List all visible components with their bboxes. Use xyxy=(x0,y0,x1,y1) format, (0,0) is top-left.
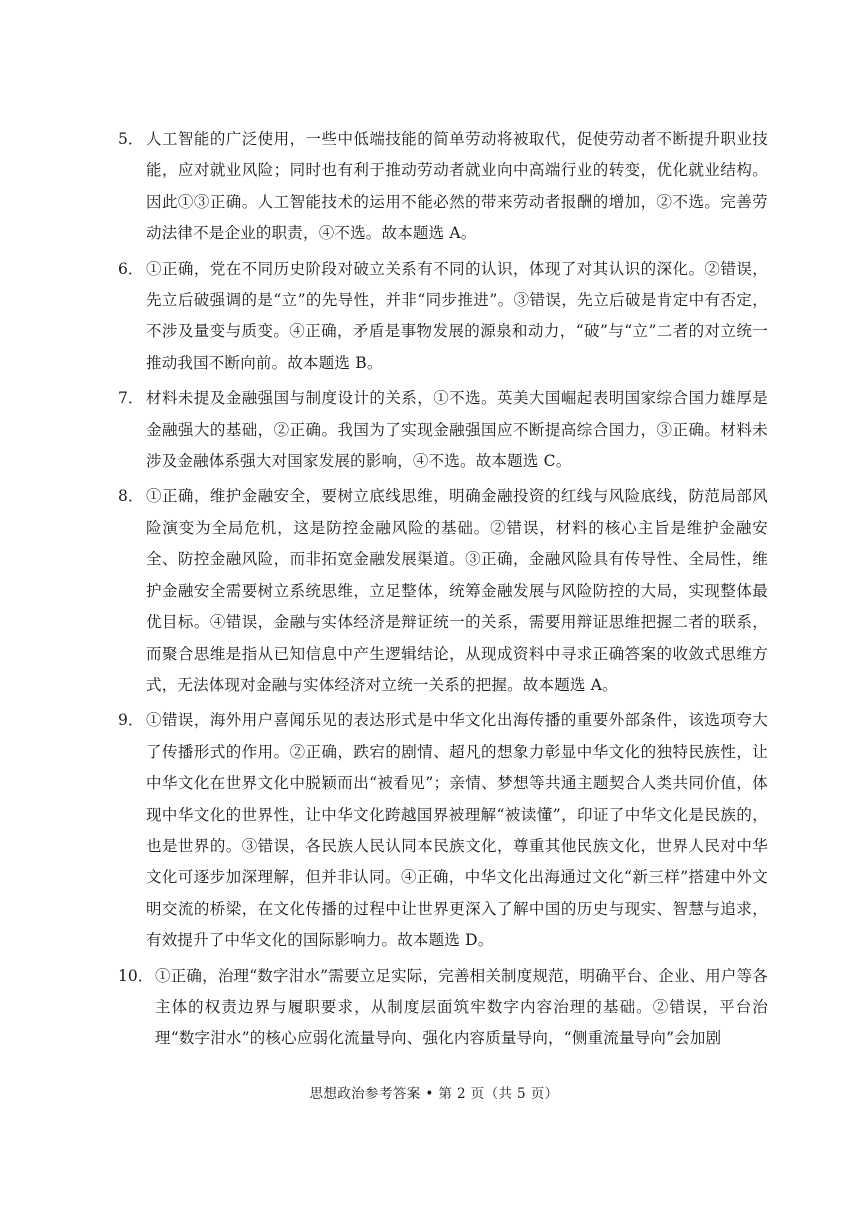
answer-item-5 xyxy=(118,124,768,250)
answer-list xyxy=(118,124,768,1059)
answer-explanation: 人工智能的广泛使用，一些中低端技能的简单劳动将被取代，促使劳动者不断提升职业技能，应对就业风险；同时也有利于推动劳动者就业向中高端行业的转变，优化就业结构。因此①③正确。人工智能技术的运用不能必然的带来劳动者报酬的增加，②不选。完善劳动法律不是企业的职责，④不选。故本题选 A。 xyxy=(146,130,768,243)
answer-number: 8． xyxy=(118,487,144,506)
page-footer: 思想政治参考答案 • 第 2 页（共 5 页） xyxy=(309,1086,559,1102)
answer-number: 7． xyxy=(118,389,144,408)
answer-item-7 xyxy=(118,383,768,477)
answer-item-10 xyxy=(118,961,768,1055)
answer-item-8 xyxy=(118,481,768,701)
answer-number: 6． xyxy=(118,259,144,278)
answer-explanation: ①正确，维护金融安全，要树立底线思维，明确金融投资的红线与风险底线，防范局部风险演变为全局危机，这是防控金融风险的基础。②错误，材料的核心主旨是维护金融安全、防控金融风险，而非拓宽金融发展渠道。③正确，金融风险具有传导性、全局性，维护金融安全需要树立系统思维，立足整体，统筹金融发展与风险防控的大局，实现整体最优目标。④错误，金融与实体经济是辩证统一的关系，需要用辩证思维把握二者的联系，而聚合思维是指从已知信息中产生逻辑结论，从现成资料中寻求正确答案的收敛式思维方式，无法体现对金融与实体经济对立统一关系的把握。故本题选 A。 xyxy=(146,487,768,694)
answer-item-9 xyxy=(118,705,768,956)
answer-item-6 xyxy=(118,254,768,380)
answer-explanation: ①正确，治理“数字泔水”需要立足实际，完善相关制度规范，明确平台、企业、用户等各主体的权责边界与履职要求，从制度层面筑牢数字内容治理的基础。②错误，平台治理“数字泔水”的核心应弱化流量导向、强化内容质量导向，“侧重流量导向”会加剧 xyxy=(155,966,768,1048)
answer-explanation: ①正确，党在不同历史阶段对破立关系有不同的认识，体现了对其认识的深化。②错误，先立后破强调的是“立”的先导性，并非“同步推进”。③错误，先立后破是肯定中有否定，不涉及量变与质变。④正确，矛盾是事物发展的源泉和动力，“破”与“立”二者的对立统一推动我国不断向前。故本题选 B。 xyxy=(146,259,768,372)
answer-explanation: 材料未提及金融强国与制度设计的关系，①不选。英美大国崛起表明国家综合国力雄厚是金融强大的基础，②正确。我国为了实现金融强国应不断提高综合国力，③正确。材料未涉及金融体系强大对国家发展的影响，④不选。故本题选 C。 xyxy=(146,389,768,471)
answer-number: 9． xyxy=(118,711,144,730)
answer-number: 10． xyxy=(118,966,154,985)
answer-explanation: ①错误，海外用户喜闻乐见的表达形式是中华文化出海传播的重要外部条件，该选项夸大了传播形式的作用。②正确，跌宕的剧情、超凡的想象力彰显中华文化的独特民族性，让中华文化在世界文化中脱颖而出“被看见”；亲情、梦想等共通主题契合人类共同价值，体现中华文化的世界性，让中华文化跨越国界被理解“被读懂”，印证了中华文化是民族的，也是世界的。③错误，各民族人民认同本民族文化，尊重其他民族文化，世界人民对中华文化可逐步加深理解，但并非认同。④正确，中华文化出海通过文化“新三样”搭建中外文明交流的桥梁，在文化传播的过程中让世界更深入了解中国的历史与现实、智慧与追求，有效提升了中华文化的国际影响力。故本题选 D。 xyxy=(146,711,768,950)
answer-number: 5． xyxy=(118,130,144,148)
